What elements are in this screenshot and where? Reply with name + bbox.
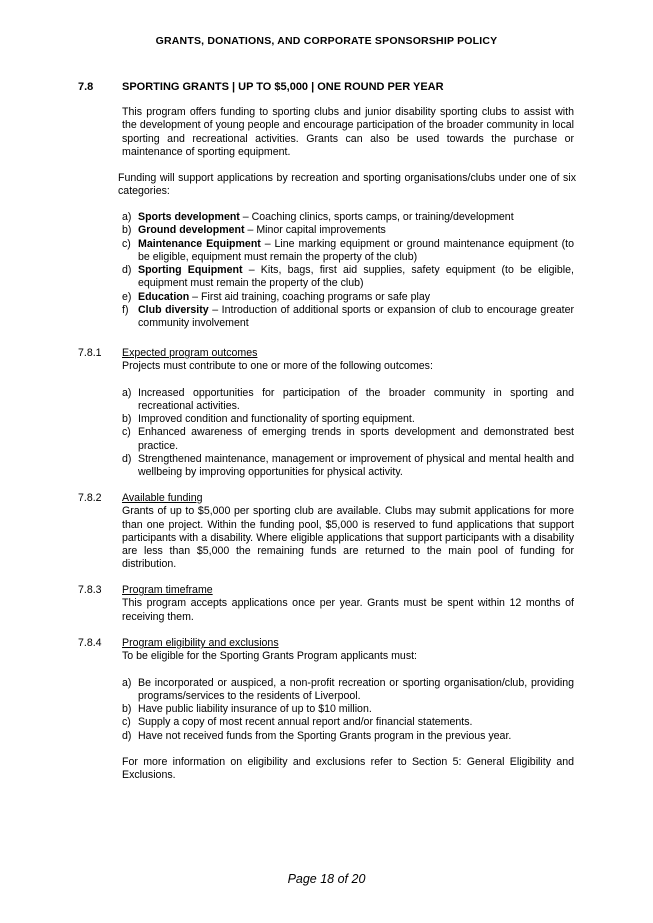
intro-paragraph: This program offers funding to sporting clubs and junior disability sporting clubs to assist with the development of young people and encourage participation of the broader community in local sporting and recreational activities. Grants can also be used towards the purchase or maintenance of sporting equipment.	[122, 106, 574, 158]
list-marker: b)	[122, 703, 132, 716]
list-item	[122, 304, 574, 331]
list-item-text: Enhanced awareness of emerging trends in sports development and demonstrated best practice.	[138, 426, 574, 452]
subsection-7-8-1	[78, 347, 574, 480]
list-marker: b)	[122, 224, 132, 237]
list-item-text: Be incorporated or auspiced, a non-profit recreation or sporting organisation/club, providing programs/services to the residents of Liverpool.	[138, 676, 574, 702]
subsection-number: 7.8.3	[78, 584, 102, 596]
list-item-text: – Line marking equipment or ground maintenance equipment (to be eligible, equipment must remain the property of the club)	[138, 237, 574, 263]
list-item	[122, 716, 574, 729]
subsection-7-8-2	[78, 492, 574, 572]
category-term: Club diversity	[138, 304, 209, 317]
list-marker: d)	[122, 729, 132, 742]
categories-intro: Funding will support applications by recreation and sporting organisations/clubs under one of six categories:	[118, 172, 576, 198]
subsection-closing: For more information on eligibility and exclusions refer to Section 5: General Eligibility and Exclusions.	[122, 756, 574, 782]
list-marker: c)	[122, 237, 131, 250]
subsection-number: 7.8.4	[78, 637, 102, 649]
list-marker: f)	[122, 304, 129, 317]
list-marker: d)	[122, 264, 132, 277]
subsection-title: Program eligibility and exclusions	[122, 637, 279, 649]
categories-intro-block	[118, 172, 576, 199]
page-number: Page 18 of 20	[287, 872, 366, 886]
subsection-lead: Projects must contribute to one or more of the following outcomes:	[122, 360, 433, 373]
subsection-title: Available funding	[122, 492, 203, 504]
subsection-number: 7.8.1	[78, 347, 102, 359]
category-term: Ground development	[138, 224, 245, 237]
category-term: Sports development	[138, 211, 240, 223]
subsection-text: Grants of up to $5,000 per sporting club are available. Clubs may submit applications for more than one project. Within the funding pool, $5,000 is reserved to fund applications that support participants with a disability. Where eligible applications that support participants with a disability are less than $5,000 the remaining funds are returned to the main pool of funding for distribution.	[122, 505, 574, 571]
list-marker: d)	[122, 453, 132, 466]
list-item	[122, 453, 574, 480]
list-marker: e)	[122, 290, 132, 303]
list-item-text: – Kits, bags, first aid supplies, safety equipment (to be eligible, equipment must remain the property of the club)	[138, 264, 574, 290]
list-item	[122, 211, 574, 224]
list-item-text: Supply a copy of most recent annual report and/or financial statements.	[138, 716, 473, 729]
section-intro	[122, 106, 574, 159]
category-term: Education	[138, 290, 190, 303]
list-item	[122, 730, 574, 743]
list-marker: a)	[122, 676, 132, 689]
list-marker: b)	[122, 413, 132, 426]
subsection-7-8-3	[78, 584, 574, 624]
list-marker: a)	[122, 386, 132, 399]
list-item	[122, 264, 574, 291]
page-header: GRANTS, DONATIONS, AND CORPORATE SPONSORSHIP POLICY	[155, 35, 498, 47]
list-item	[122, 426, 574, 453]
subsection-title: Expected program outcomes	[122, 347, 258, 359]
list-item	[122, 291, 574, 304]
list-item-text: Have public liability insurance of up to $10 million.	[138, 703, 372, 716]
list-item	[122, 677, 574, 704]
subsection-text: This program accepts applications once per year. Grants must be spent within 12 months of receiving them.	[122, 597, 574, 623]
list-item-text: – First aid training, coaching programs or safe play	[189, 290, 431, 303]
list-item-text: – Introduction of additional sports or expansion of club to encourage greater community involvement	[138, 304, 575, 330]
list-item-text: Increased opportunities for participation of the broader community in sporting and recreational activities.	[138, 386, 574, 412]
list-marker: a)	[122, 211, 132, 223]
list-marker: c)	[122, 426, 131, 439]
subsection-lead: To be eligible for the Sporting Grants Program applicants must:	[122, 650, 418, 663]
section-title: SPORTING GRANTS | UP TO $5,000 | ONE ROUND PER YEAR	[122, 81, 444, 93]
list-item	[122, 387, 574, 414]
categories-list	[122, 211, 574, 331]
subsection-7-8-4	[78, 637, 574, 783]
list-item	[122, 413, 574, 426]
category-term: Maintenance Equipment	[138, 237, 261, 250]
list-item-text: – Minor capital improvements	[244, 224, 386, 237]
subsection-number: 7.8.2	[78, 492, 102, 504]
list-item	[122, 224, 574, 237]
list-item	[122, 703, 574, 716]
list-item-text: Improved condition and functionality of sporting equipment.	[138, 413, 415, 426]
section-number: 7.8	[78, 81, 94, 93]
list-item-text: Strengthened maintenance, management or improvement of physical and mental health and wellbeing by improving opportunities for physical activity.	[138, 453, 574, 479]
list-item-text: – Coaching clinics, sports camps, or training/development	[239, 211, 514, 223]
category-term: Sporting Equipment	[138, 264, 243, 277]
list-item-text: Have not received funds from the Sporting Grants program in the previous year.	[138, 729, 512, 742]
list-item	[122, 238, 574, 265]
subsection-title: Program timeframe	[122, 584, 213, 596]
list-marker: c)	[122, 716, 131, 729]
